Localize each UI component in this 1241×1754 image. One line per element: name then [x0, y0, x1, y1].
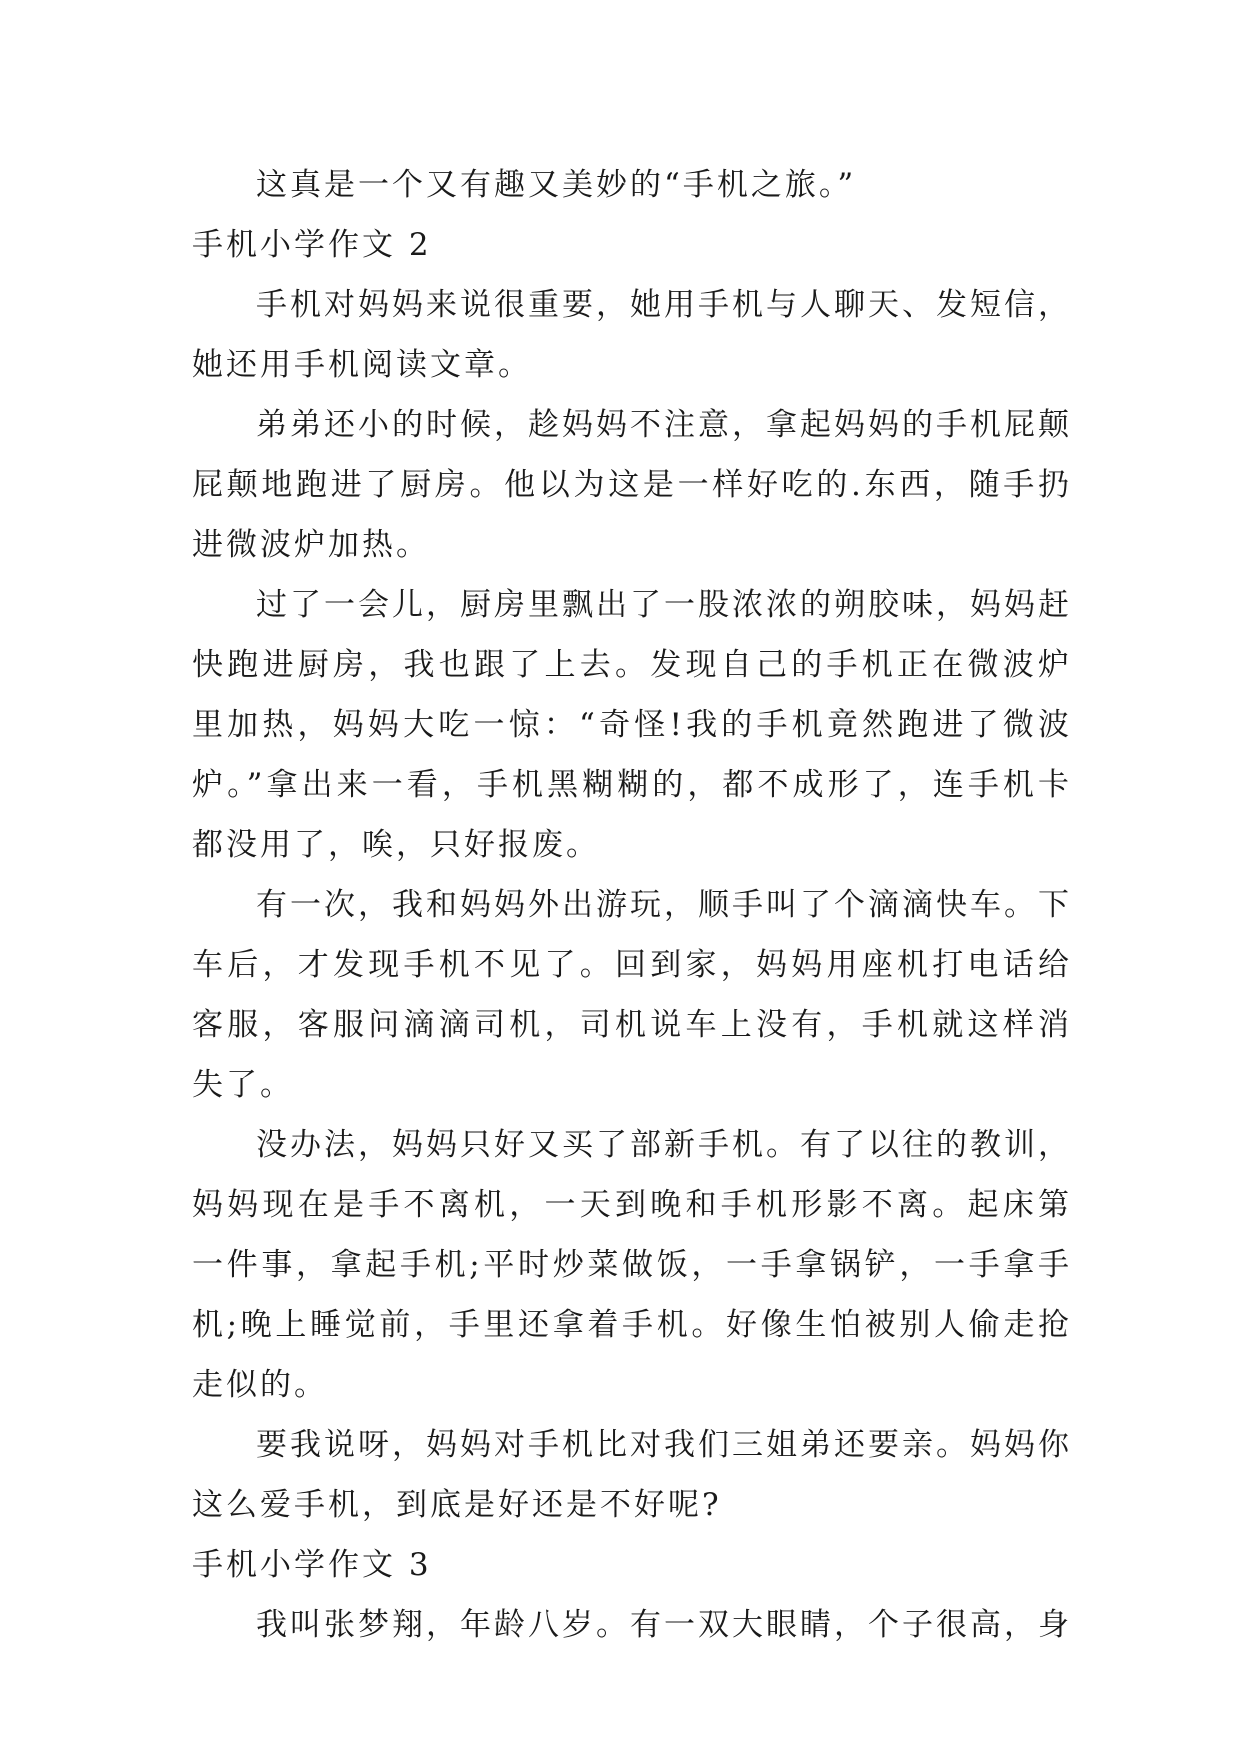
- paragraph-lost-phone: 有一次，我和妈妈外出游玩，顺手叫了个滴滴快车。下车后，才发现手机不见了。回到家，妈妈用座机打电话给客服，客服问滴滴司机，司机说车上没有，手机就这样消失了。: [192, 887, 1072, 1103]
- paragraph-plastic-smell: 过了一会儿，厨房里飘出了一股浓浓的朔胶味，妈妈赶快跑进厨房，我也跟了上去。发现自己的手机正在微波炉里加热，妈妈大吃一惊：“奇怪!我的手机竟然跑进了微波炉。”拿出来一看，手机黑糊糊的，都不成形了，连手机卡都没用了，唉，只好报废。: [192, 587, 1072, 863]
- paragraph-conclusion: 要我说呀，妈妈对手机比对我们三姐弟还要亲。妈妈你这么爱手机，到底是好还是不好呢?: [192, 1427, 1072, 1523]
- paragraph-self-intro: 我叫张梦翔，年龄八岁。有一双大眼睛，个子很高，身: [256, 1607, 1072, 1643]
- paragraph-new-phone: 没办法，妈妈只好又买了部新手机。有了以往的教训，妈妈现在是手不离机，一天到晚和手机形影不离。起床第一件事，拿起手机;平时炒菜做饭，一手拿锅铲，一手拿手机;晚上睡觉前，手里还拿着手机。好像生怕被别人偷走抢走似的。: [192, 1127, 1072, 1403]
- paragraph-phone-important: 手机对妈妈来说很重要，她用手机与人聊天、发短信，她还用手机阅读文章。: [192, 287, 1072, 383]
- paragraph-trip-summary: 这真是一个又有趣又美妙的“手机之旅。”: [256, 167, 857, 203]
- paragraph-brother-microwave: 弟弟还小的时候，趁妈妈不注意，拿起妈妈的手机屁颠屁颠地跑进了厨房。他以为这是一样好吃的.东西，随手扔进微波炉加热。: [192, 407, 1072, 563]
- document-page: [192, 155, 1072, 1655]
- essay-3-title: 手机小学作文 3: [192, 1547, 432, 1583]
- essay-2-title: 手机小学作文 2: [192, 227, 432, 263]
